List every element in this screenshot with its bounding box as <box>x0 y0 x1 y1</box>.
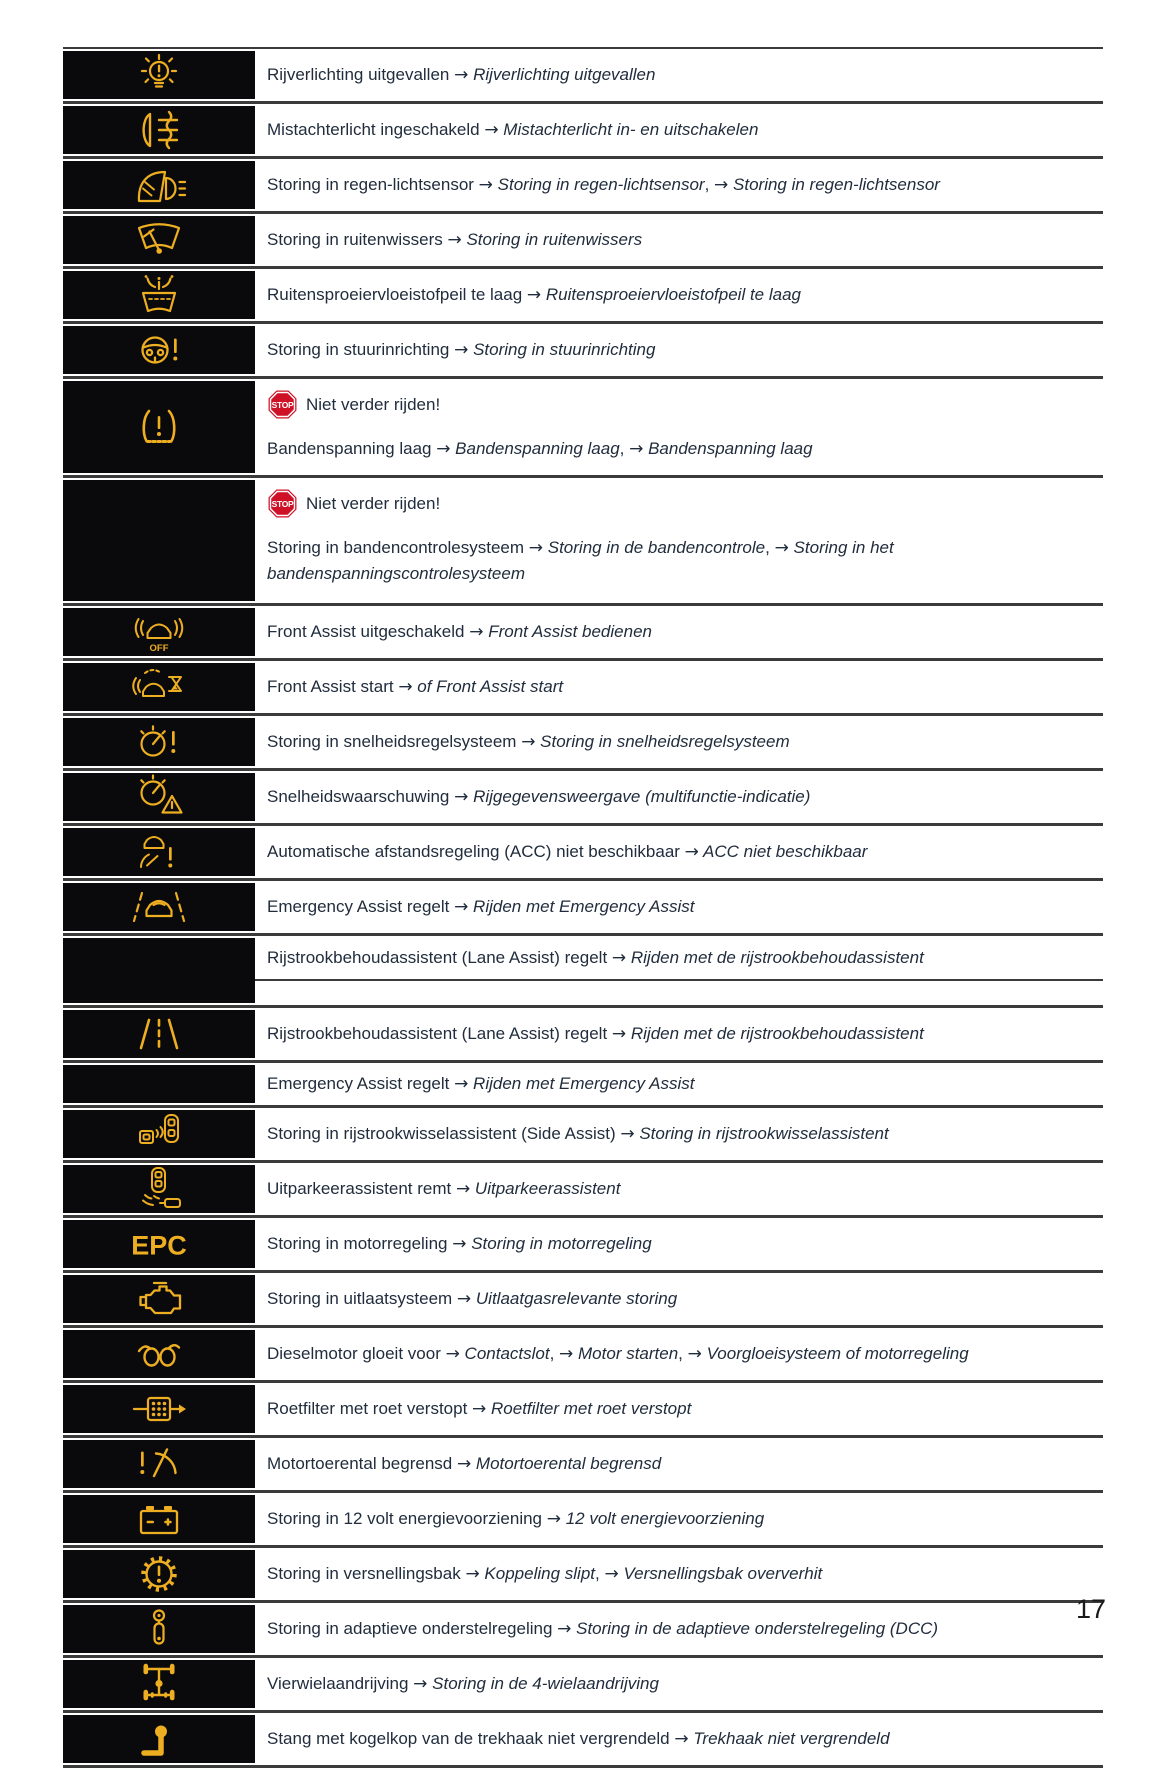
table-row <box>63 269 1103 324</box>
arrow-icon: → <box>611 1024 627 1044</box>
arrow-icon: → <box>557 1619 572 1639</box>
reference-italic: Rijgegevensweergave (multifunctie-indicatie) <box>468 787 811 806</box>
row-description <box>255 1328 1103 1380</box>
table-row <box>63 1658 1103 1713</box>
table-row <box>63 214 1103 269</box>
glow-plug-icon <box>63 1330 255 1378</box>
row-description <box>255 1108 1103 1160</box>
windshield-wiper-icon <box>63 216 255 264</box>
icon-cell-empty <box>63 480 255 601</box>
description-paragraph <box>267 227 1103 253</box>
row-description <box>255 1273 1103 1325</box>
rain-light-sensor-icon <box>63 161 255 209</box>
table-row <box>63 478 1103 606</box>
row-description <box>255 936 1103 1005</box>
row-description <box>255 771 1103 823</box>
arrow-icon: → <box>413 1674 428 1694</box>
arrow-icon: → <box>472 1399 487 1419</box>
arrow-icon: → <box>398 677 413 697</box>
reference-italic: Storing in ruitenwissers <box>461 230 643 249</box>
arrow-icon: → <box>456 1454 472 1474</box>
table-row <box>63 1383 1103 1438</box>
reference-italic: Front Assist bedienen <box>483 622 652 641</box>
table-row <box>63 379 1103 478</box>
arrow-icon: → <box>528 538 544 558</box>
reference-italic: Trekhaak niet vergrendeld <box>688 1729 890 1748</box>
speed-warning-icon <box>63 773 255 821</box>
table-row <box>63 49 1103 104</box>
text-segment: Rijstrookbehoudassistent (Lane Assist) regelt <box>267 1024 612 1043</box>
split-row-text <box>255 936 1103 981</box>
table-row <box>63 826 1103 881</box>
description-paragraph <box>267 535 1103 587</box>
text-segment: Mistachterlicht ingeschakeld <box>267 120 485 139</box>
table-row <box>63 1273 1103 1328</box>
icon-cell-empty <box>63 1065 255 1103</box>
arrow-icon: → <box>526 285 542 305</box>
tow-bar-icon <box>63 1715 255 1763</box>
front-assist-start-icon <box>63 663 255 711</box>
side-assist-icon <box>63 1110 255 1158</box>
stop-warning-line <box>267 389 1103 420</box>
description-paragraph <box>267 1561 1103 1587</box>
description-paragraph <box>267 894 1103 920</box>
acc-warning-icon <box>63 828 255 876</box>
page-number: 17 <box>1076 1594 1107 1624</box>
text-segment: Roetfilter met roet verstopt <box>267 1399 473 1418</box>
table-row <box>63 1108 1103 1163</box>
arrow-icon: → <box>455 1179 471 1199</box>
text-segment: Dieselmotor gloeit voor <box>267 1344 446 1363</box>
battery-icon <box>63 1495 255 1543</box>
stop-sign-icon <box>267 389 298 420</box>
text-segment: , <box>765 538 775 557</box>
epc-label: EPC <box>131 1230 187 1261</box>
row-description <box>255 379 1103 475</box>
reference-italic: Storing in de 4-wielaandrijving <box>427 1674 659 1693</box>
arrow-icon: → <box>620 1124 635 1144</box>
description-paragraph <box>267 784 1103 810</box>
arrow-icon: → <box>629 439 644 459</box>
reference-italic: Koppeling slipt <box>479 1564 596 1583</box>
text-segment: Storing in motorregeling <box>267 1234 453 1253</box>
text-segment: Storing in uitlaatsysteem <box>267 1289 457 1308</box>
description-paragraph <box>267 62 1103 88</box>
row-description <box>255 1658 1103 1710</box>
driving-light-failure-icon <box>63 51 255 99</box>
row-description <box>255 1063 1103 1105</box>
reference-italic: Rijden met Emergency Assist <box>468 897 695 916</box>
text-segment: Storing in 12 volt energievoorziening <box>267 1509 547 1528</box>
arrow-icon: → <box>454 1074 469 1094</box>
row-description <box>255 1008 1103 1060</box>
row-description <box>255 159 1103 211</box>
arrow-icon: → <box>521 732 536 752</box>
all-wheel-drive-icon <box>63 1660 255 1708</box>
text-segment: , <box>595 1564 605 1583</box>
arrow-icon: → <box>478 175 493 195</box>
text-segment: Rijstrookbehoudassistent (Lane Assist) regelt <box>267 947 612 967</box>
stop-label: STOP <box>271 499 294 510</box>
description-paragraph <box>267 1671 1103 1697</box>
arrow-icon: → <box>456 1289 472 1309</box>
row-description <box>255 104 1103 156</box>
row-description <box>255 1163 1103 1215</box>
table-row <box>63 1008 1103 1063</box>
row-description <box>255 324 1103 376</box>
reference-italic: Storing in snelheidsregelsysteem <box>535 732 790 751</box>
reference-italic: Rijden met de rijstrookbehoudassistent <box>626 1024 924 1043</box>
row-description <box>255 716 1103 768</box>
text-segment: Front Assist uitgeschakeld <box>267 622 470 641</box>
reference-italic: Storing in de bandencontrole <box>543 538 766 557</box>
text-segment: Storing in stuurinrichting <box>267 340 455 359</box>
arrow-icon: → <box>674 1729 689 1749</box>
table-row <box>63 1548 1103 1603</box>
description-paragraph <box>267 436 1103 462</box>
row-description <box>255 1493 1103 1545</box>
arrow-icon: → <box>611 947 627 968</box>
table-row <box>63 1163 1103 1218</box>
arrow-icon: → <box>559 1344 574 1364</box>
text-segment: Uitparkeerassistent remt <box>267 1179 456 1198</box>
arrow-icon: → <box>684 842 699 862</box>
table-row <box>63 606 1103 661</box>
text-segment: Niet verder rijden! <box>306 493 441 513</box>
description-paragraph <box>267 1396 1103 1422</box>
text-segment: Stang met kogelkop van de trekhaak niet vergrendeld <box>267 1729 675 1748</box>
reference-italic: Versnellingsbak oververhit <box>618 1564 823 1583</box>
table-row <box>63 324 1103 379</box>
reference-italic: Storing in regen-lichtsensor <box>728 175 940 194</box>
text-segment: Niet verder rijden! <box>306 394 441 414</box>
description-paragraph <box>267 1121 1103 1147</box>
text-segment: Storing in versnellingsbak <box>267 1564 466 1583</box>
reference-italic: Motortoerental begrensd <box>471 1454 662 1473</box>
cruise-control-warning-icon <box>63 718 255 766</box>
stop-label: STOP <box>271 400 294 411</box>
tire-pressure-icon <box>63 381 255 473</box>
table-row <box>63 104 1103 159</box>
reference-italic: Bandenspanning laag <box>450 439 620 458</box>
text-segment: Automatische afstandsregeling (ACC) niet beschikbaar <box>267 842 685 861</box>
arrow-icon: → <box>436 439 451 459</box>
adaptive-damper-icon <box>63 1605 255 1653</box>
text-segment: Bandenspanning laag <box>267 439 437 458</box>
reference-italic: ACC niet beschikbaar <box>698 842 868 861</box>
row-description <box>255 1713 1103 1765</box>
description-paragraph <box>267 1341 1103 1367</box>
gearbox-warning-icon <box>63 1550 255 1598</box>
arrow-icon: → <box>452 1234 467 1254</box>
description-paragraph <box>267 172 1103 198</box>
arrow-icon: → <box>447 230 462 250</box>
reference-italic: Contactslot <box>459 1344 550 1363</box>
description-paragraph <box>267 1616 1103 1642</box>
reference-italic: Storing in motorregeling <box>466 1234 652 1253</box>
arrow-icon: → <box>454 65 469 85</box>
reference-italic: Rijden met de rijstrookbehoudassistent <box>626 947 924 967</box>
arrow-icon: → <box>445 1344 460 1364</box>
table-row <box>63 1603 1103 1658</box>
reference-italic: Uitlaatgasrelevante storing <box>471 1289 678 1308</box>
reference-italic: Rijden met Emergency Assist <box>468 1074 695 1093</box>
epc-icon <box>63 1220 255 1268</box>
description-paragraph <box>267 1021 1103 1047</box>
warning-lights-table <box>63 47 1103 1768</box>
stop-sign-icon <box>267 488 298 519</box>
arrow-icon: → <box>687 1344 702 1364</box>
reference-italic: Storing in stuurinrichting <box>468 340 656 359</box>
lane-assist-icon <box>63 1010 255 1058</box>
description-paragraph <box>267 1726 1103 1752</box>
row-description <box>255 606 1103 658</box>
table-row <box>63 716 1103 771</box>
text-segment: Ruitensproeiervloeistofpeil te laag <box>267 285 527 304</box>
description-paragraph <box>267 117 1103 143</box>
reference-italic: 12 volt energievoorziening <box>560 1509 765 1528</box>
arrow-icon: → <box>484 120 499 140</box>
row-description <box>255 49 1103 101</box>
split-row-empty <box>255 981 1103 1005</box>
text-segment: Storing in snelheidsregelsysteem <box>267 732 522 751</box>
arrow-icon: → <box>454 340 469 360</box>
row-description <box>255 1548 1103 1600</box>
rear-fog-light-icon <box>63 106 255 154</box>
description-paragraph <box>267 945 932 971</box>
washer-fluid-icon <box>63 271 255 319</box>
text-segment: Storing in bandencontrolesysteem <box>267 538 529 557</box>
row-description <box>255 826 1103 878</box>
row-description <box>255 881 1103 933</box>
reference-italic: Uitparkeerassistent <box>470 1179 621 1198</box>
park-assist-icon <box>63 1165 255 1213</box>
table-row <box>63 159 1103 214</box>
off-label: OFF <box>149 643 169 654</box>
description-paragraph <box>267 282 1103 308</box>
reference-italic: Ruitensproeiervloeistofpeil te laag <box>541 285 801 304</box>
check-engine-icon <box>63 1275 255 1323</box>
text-segment: Front Assist start <box>267 677 399 696</box>
reference-italic: Bandenspanning laag <box>643 439 813 458</box>
table-row <box>63 1713 1103 1768</box>
description-paragraph <box>267 619 1103 645</box>
reference-italic: Storing in het bandenspanningscontrolesysteem <box>267 538 899 583</box>
description-paragraph <box>267 729 1103 755</box>
table-row <box>63 661 1103 716</box>
description-paragraph <box>267 1176 1103 1202</box>
arrow-icon: → <box>454 787 469 807</box>
description-paragraph <box>267 839 1103 865</box>
reference-italic: Rijverlichting uitgevallen <box>468 65 656 84</box>
reference-italic: Mistachterlicht in- en uitschakelen <box>498 120 759 139</box>
arrow-icon: → <box>469 622 484 642</box>
text-segment: Vierwielaandrijving <box>267 1674 414 1693</box>
arrow-icon: → <box>454 897 469 917</box>
row-description <box>255 214 1103 266</box>
reference-italic: Storing in rijstrookwisselassistent <box>634 1124 889 1143</box>
text-segment: Storing in rijstrookwisselassistent (Side Assist) <box>267 1124 621 1143</box>
rpm-limit-icon <box>63 1440 255 1488</box>
text-segment: Rijverlichting uitgevallen <box>267 65 455 84</box>
text-segment: Motortoerental begrensd <box>267 1454 457 1473</box>
arrow-icon: → <box>714 175 729 195</box>
row-description <box>255 1218 1103 1270</box>
table-row <box>63 1063 1103 1108</box>
text-segment: , <box>619 439 630 458</box>
description-paragraph <box>267 1286 1103 1312</box>
reference-italic: of Front Assist start <box>412 677 564 696</box>
reference-italic: Storing in regen-lichtsensor <box>492 175 705 194</box>
steering-warning-icon <box>63 326 255 374</box>
stop-warning-line <box>267 488 1103 519</box>
reference-italic: Voorgloeisysteem of motorregeling <box>701 1344 969 1363</box>
row-description <box>255 269 1103 321</box>
description-paragraph <box>267 1231 1103 1257</box>
row-description <box>255 1438 1103 1490</box>
description-paragraph <box>267 1071 1103 1097</box>
table-row <box>63 1438 1103 1493</box>
text-segment: Storing in adaptieve onderstelregeling <box>267 1619 558 1638</box>
table-row <box>63 1493 1103 1548</box>
row-description <box>255 1603 1103 1655</box>
arrow-icon: → <box>546 1509 561 1529</box>
reference-italic: Storing in de adaptieve onderstelregeling (DCC) <box>571 1619 939 1638</box>
description-paragraph <box>267 337 1103 363</box>
arrow-icon: → <box>774 538 789 558</box>
row-description <box>255 478 1103 603</box>
table-row <box>63 1328 1103 1383</box>
text-segment: Snelheidswaarschuwing <box>267 787 455 806</box>
reference-italic: Motor starten <box>573 1344 679 1363</box>
icon-cell-empty <box>63 938 255 1003</box>
particulate-filter-icon <box>63 1385 255 1433</box>
description-paragraph <box>267 674 1103 700</box>
text-segment: Emergency Assist regelt <box>267 1074 455 1093</box>
emergency-assist-icon <box>63 883 255 931</box>
row-description <box>255 1383 1103 1435</box>
text-segment: , <box>678 1344 688 1363</box>
arrow-icon: → <box>465 1564 480 1584</box>
text-segment: Storing in regen-lichtsensor <box>267 175 479 194</box>
text-segment: , <box>549 1344 560 1363</box>
table-row <box>63 771 1103 826</box>
text-segment: Emergency Assist regelt <box>267 897 455 916</box>
table-row <box>63 881 1103 936</box>
description-paragraph <box>267 1451 1103 1477</box>
text-segment: , <box>704 175 715 194</box>
reference-italic: Roetfilter met roet verstopt <box>486 1399 692 1418</box>
table-row <box>63 936 1103 1008</box>
front-assist-off-icon <box>63 608 255 656</box>
table-row <box>63 1218 1103 1273</box>
row-description <box>255 661 1103 713</box>
description-paragraph <box>267 1506 1103 1532</box>
text-segment: Storing in ruitenwissers <box>267 230 448 249</box>
arrow-icon: → <box>604 1564 619 1584</box>
